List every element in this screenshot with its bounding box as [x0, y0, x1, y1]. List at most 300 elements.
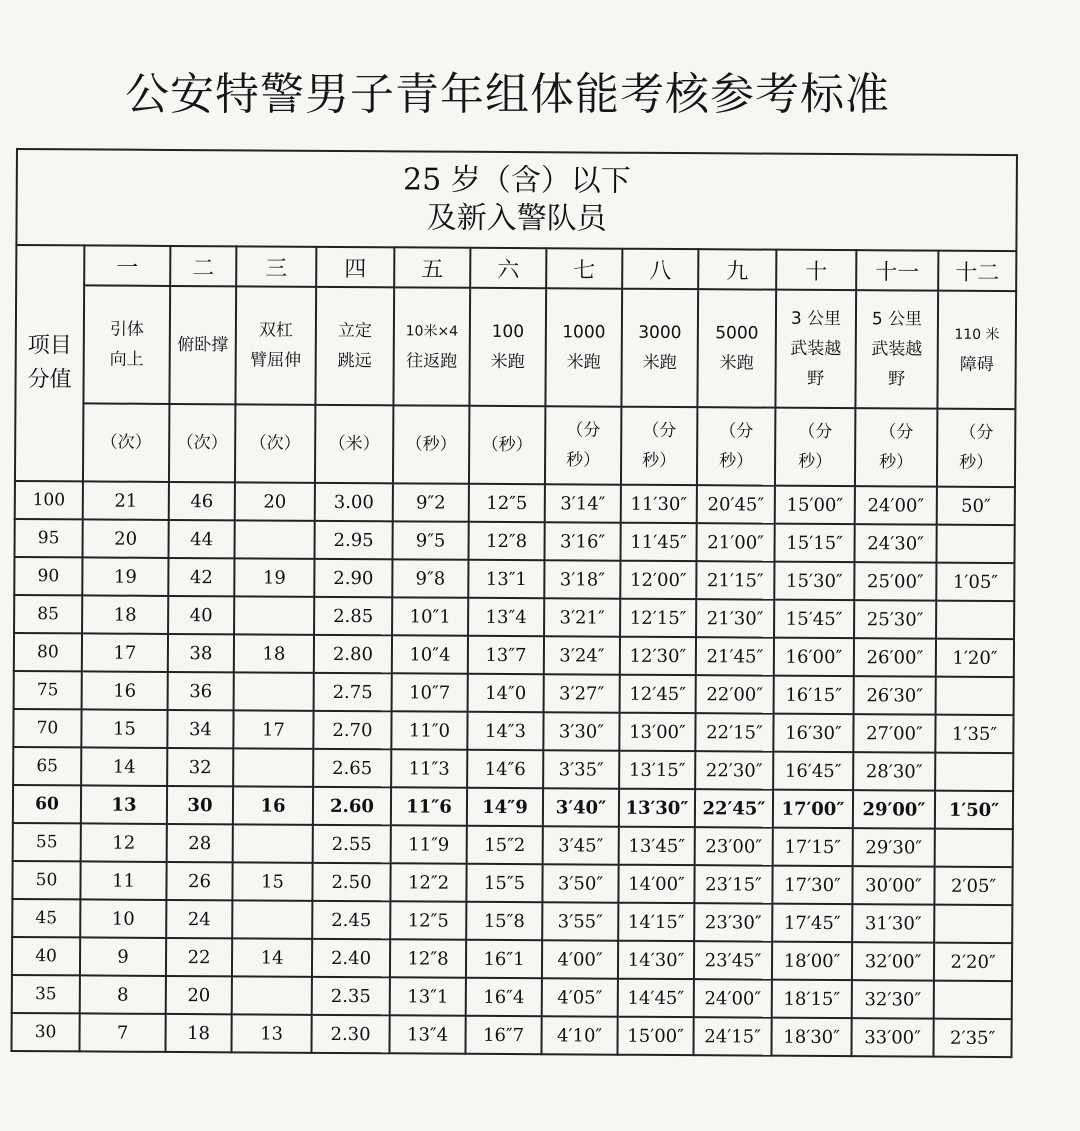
- value-cell: 24: [166, 900, 232, 938]
- value-cell: 28: [167, 824, 233, 862]
- value-cell: [233, 748, 313, 786]
- column-name-line: 5 公里: [871, 309, 923, 330]
- value-cell: 13″4: [468, 598, 544, 636]
- value-cell: 18: [234, 634, 314, 672]
- value-cell: 14″0: [468, 674, 544, 712]
- value-cell: 2.45: [312, 901, 390, 939]
- value-cell: 2.80: [314, 635, 392, 673]
- score-cell: 65: [13, 747, 81, 785]
- value-cell: 20: [166, 976, 232, 1014]
- value-cell: [936, 677, 1014, 715]
- column-unit-line: （次）: [249, 433, 301, 454]
- score-cell: 30: [11, 1013, 79, 1051]
- score-cell: 35: [12, 975, 80, 1013]
- value-cell: 1′05″: [936, 563, 1014, 601]
- value-cell: 20: [83, 519, 169, 558]
- value-cell: 38: [168, 634, 234, 672]
- value-cell: 13′30″: [619, 789, 695, 827]
- table-row: [12, 899, 1012, 943]
- column-name: [621, 289, 698, 407]
- column-name-line: 3000: [638, 322, 682, 344]
- column-name-line: 障碍: [959, 354, 994, 375]
- value-cell: 25′30″: [854, 600, 936, 639]
- value-cell: [234, 596, 314, 634]
- column-number: 八: [622, 249, 698, 289]
- age-group-line-2: 及新入警队员: [426, 200, 607, 237]
- value-cell: 15′00″: [617, 1017, 693, 1055]
- value-cell: 14′15″: [618, 903, 694, 941]
- value-cell: 11: [80, 861, 166, 900]
- column-number: 四: [316, 247, 394, 287]
- value-cell: 23′00″: [695, 827, 773, 865]
- value-cell: 14′00″: [618, 865, 694, 903]
- value-cell: 15: [81, 709, 167, 748]
- value-cell: 2′20″: [934, 943, 1012, 981]
- standards-table: [10, 148, 1018, 1058]
- value-cell: 28′30″: [853, 752, 935, 791]
- value-cell: [233, 824, 313, 862]
- column-unit-line: 秒）: [798, 451, 833, 472]
- column-unit-line: （次）: [100, 432, 152, 453]
- value-cell: 22: [166, 938, 232, 976]
- value-cell: 11″0: [391, 711, 467, 749]
- value-cell: 13: [81, 785, 167, 824]
- column-name-line: 米跑: [490, 351, 525, 373]
- column-name-line: 引体: [109, 319, 144, 340]
- value-cell: 2.75: [314, 673, 392, 711]
- value-cell: 3′35″: [543, 750, 619, 788]
- value-cell: 2′35″: [933, 1019, 1011, 1057]
- value-cell: 12′15″: [620, 599, 696, 637]
- column-name-line: 立定: [337, 320, 372, 342]
- value-cell: 31′30″: [852, 904, 934, 943]
- value-cell: 34: [167, 710, 233, 748]
- column-unit: [169, 404, 235, 482]
- value-cell: 3′16″: [544, 522, 620, 560]
- value-cell: 7: [79, 1013, 165, 1052]
- value-cell: 24′00″: [694, 979, 772, 1017]
- value-cell: 12″8: [468, 522, 544, 560]
- value-cell: 12′00″: [620, 561, 696, 599]
- column-name-line: 俯卧撑: [177, 334, 229, 356]
- table-row: [13, 823, 1013, 867]
- column-unit-line: （秒）: [481, 434, 533, 456]
- value-cell: 2.55: [313, 825, 391, 863]
- value-cell: 29′00″: [853, 790, 935, 829]
- value-cell: [234, 672, 314, 710]
- score-cell: 50: [12, 861, 80, 899]
- value-cell: 9″8: [392, 559, 468, 597]
- value-cell: 19: [82, 557, 168, 596]
- column-number: 五: [394, 247, 470, 287]
- value-cell: 14: [232, 938, 312, 976]
- value-cell: 11′45″: [620, 523, 696, 561]
- column-name-line: 10米×4: [405, 323, 459, 340]
- value-cell: 3′45″: [543, 826, 619, 864]
- value-cell: 11″3: [391, 749, 467, 787]
- value-cell: 3′55″: [542, 902, 618, 940]
- value-cell: 14″3: [467, 712, 543, 750]
- table-row: [13, 785, 1013, 829]
- value-cell: 29′30″: [853, 828, 935, 867]
- value-cell: 1′20″: [936, 639, 1014, 677]
- table-row: [12, 861, 1012, 905]
- value-cell: 12′45″: [620, 675, 696, 713]
- value-cell: 20: [235, 482, 315, 520]
- column-name-row: [15, 285, 1016, 409]
- score-cell: 95: [15, 519, 83, 557]
- column-unit-line: 秒）: [642, 450, 677, 472]
- value-cell: 16′15″: [774, 676, 854, 714]
- column-name-line: 武装越: [790, 338, 842, 360]
- column-unit-line: （秒）: [405, 434, 457, 455]
- value-cell: 15: [232, 862, 312, 900]
- value-cell: 4′10″: [541, 1016, 617, 1054]
- column-name-line: 野: [807, 368, 825, 389]
- table-row: [15, 481, 1015, 525]
- value-cell: 16: [233, 786, 313, 824]
- column-number-row: [16, 245, 1016, 291]
- value-cell: 18′00″: [772, 942, 852, 980]
- column-unit: [315, 405, 393, 483]
- column-name-line: 100: [491, 321, 525, 343]
- column-name-line: 武装越: [871, 339, 923, 360]
- corner-label-score: 分值: [27, 367, 72, 393]
- column-unit: [855, 408, 937, 486]
- value-cell: 2.50: [312, 863, 390, 901]
- column-name-line: 米跑: [642, 352, 677, 374]
- value-cell: 18′15″: [772, 980, 852, 1018]
- value-cell: 25′00″: [854, 562, 936, 601]
- value-cell: 36: [168, 672, 234, 710]
- value-cell: 9: [80, 937, 166, 976]
- column-unit: [469, 406, 545, 484]
- value-cell: 14″9: [467, 788, 543, 826]
- score-cell: 60: [13, 785, 81, 823]
- score-cell: 75: [14, 671, 82, 709]
- column-unit-line: （分: [719, 421, 754, 442]
- value-cell: 3′14″: [545, 484, 621, 522]
- age-group-line-1: 25 岁（含）以下: [402, 162, 631, 199]
- column-number: 七: [546, 248, 622, 288]
- value-cell: 12′30″: [620, 637, 696, 675]
- column-number: 十二: [938, 251, 1016, 291]
- value-cell: 24′15″: [693, 1017, 771, 1055]
- column-name: [235, 286, 316, 404]
- page-title: 公安特警男子青年组体能考核参考标准: [125, 69, 890, 120]
- value-cell: 3′27″: [544, 674, 620, 712]
- value-cell: 4′05″: [542, 978, 618, 1016]
- column-name-line: 米跑: [566, 352, 601, 373]
- column-name-line: 往返跑: [406, 351, 458, 372]
- score-cell: 85: [14, 595, 82, 633]
- value-cell: 32: [167, 748, 233, 786]
- value-cell: [232, 976, 312, 1014]
- value-cell: [935, 829, 1013, 867]
- value-cell: 17′30″: [772, 866, 852, 904]
- score-cell: 70: [13, 709, 81, 747]
- value-cell: 19: [234, 558, 314, 596]
- value-cell: 14: [81, 747, 167, 786]
- value-cell: 23′30″: [694, 903, 772, 941]
- column-number: 十一: [856, 250, 938, 291]
- column-name: [545, 288, 622, 406]
- value-cell: 12″5: [469, 484, 545, 522]
- table-row: [15, 519, 1015, 563]
- value-cell: 15″8: [466, 902, 542, 940]
- value-cell: 21′30″: [696, 599, 774, 637]
- corner-header: [15, 245, 84, 481]
- value-cell: [936, 601, 1014, 639]
- value-cell: 2.65: [313, 749, 391, 787]
- column-unit-line: 秒）: [719, 451, 754, 472]
- value-cell: [234, 520, 314, 558]
- table-row: [12, 937, 1012, 981]
- value-cell: 11″9: [391, 825, 467, 863]
- value-cell: 16: [82, 671, 168, 710]
- value-cell: 23′15″: [694, 865, 772, 903]
- value-cell: 2.85: [314, 597, 392, 635]
- table-body: [11, 481, 1015, 1057]
- value-cell: 3′50″: [542, 864, 618, 902]
- column-name-line: 米跑: [719, 353, 754, 374]
- column-number: 十: [776, 250, 856, 290]
- score-cell: 55: [13, 823, 81, 861]
- column-unit-line: （次）: [176, 432, 228, 454]
- column-name-line: 110 米: [954, 326, 1000, 344]
- value-cell: 16′30″: [773, 714, 853, 752]
- column-name: [469, 288, 546, 406]
- column-name-line: 1000: [562, 322, 606, 343]
- value-cell: 18: [165, 1014, 231, 1052]
- value-cell: 2.70: [313, 711, 391, 749]
- table-row: [14, 595, 1014, 639]
- value-cell: 1′50″: [935, 791, 1013, 829]
- score-cell: 90: [14, 557, 82, 595]
- value-cell: 22′00″: [696, 675, 774, 713]
- value-cell: 3′18″: [544, 560, 620, 598]
- value-cell: 2.95: [314, 521, 392, 559]
- value-cell: 4′00″: [542, 940, 618, 978]
- table-row: [13, 747, 1013, 791]
- column-name: [169, 286, 236, 404]
- column-unit: [775, 408, 855, 486]
- value-cell: 8: [80, 975, 166, 1014]
- table-row: [14, 557, 1014, 601]
- value-cell: 14′45″: [618, 979, 694, 1017]
- value-cell: 10: [80, 899, 166, 938]
- value-cell: 2.35: [312, 977, 390, 1015]
- value-cell: 16″1: [466, 940, 542, 978]
- value-cell: 22′15″: [695, 713, 773, 751]
- value-cell: 24′30″: [854, 524, 936, 563]
- value-cell: 14′30″: [618, 941, 694, 979]
- value-cell: 15′30″: [774, 562, 854, 600]
- value-cell: 15′15″: [774, 524, 854, 562]
- value-cell: 22′45″: [695, 789, 773, 827]
- value-cell: 40: [168, 596, 234, 634]
- value-cell: 9″5: [392, 521, 468, 559]
- age-group-header: [16, 149, 1017, 251]
- value-cell: 13′00″: [619, 713, 695, 751]
- value-cell: 17′45″: [772, 904, 852, 942]
- value-cell: 12: [81, 823, 167, 862]
- value-cell: 13″7: [468, 636, 544, 674]
- value-cell: 16′45″: [773, 752, 853, 790]
- value-cell: 46: [169, 482, 235, 520]
- table-row: [14, 671, 1014, 715]
- value-cell: 12″8: [390, 939, 466, 977]
- value-cell: 3′30″: [543, 712, 619, 750]
- value-cell: 13″1: [468, 560, 544, 598]
- column-unit: [697, 407, 775, 485]
- table-row: [11, 1013, 1011, 1057]
- value-cell: 18′30″: [771, 1018, 851, 1056]
- column-name-line: 3 公里: [790, 308, 842, 330]
- value-cell: 50″: [937, 487, 1015, 525]
- column-name-line: 向上: [109, 349, 144, 370]
- column-unit: [235, 404, 315, 482]
- column-unit-line: （分: [959, 422, 994, 443]
- column-name: [315, 287, 394, 405]
- score-cell: 80: [14, 633, 82, 671]
- value-cell: 20′45″: [697, 485, 775, 523]
- value-cell: 15′00″: [775, 486, 855, 524]
- value-cell: 33′00″: [851, 1018, 933, 1057]
- value-cell: 13″1: [390, 977, 466, 1015]
- value-cell: 10″1: [392, 597, 468, 635]
- value-cell: 16′00″: [774, 638, 854, 676]
- value-cell: 17′15″: [773, 828, 853, 866]
- value-cell: 21′45″: [696, 637, 774, 675]
- value-cell: 2.30: [311, 1015, 389, 1053]
- standards-sheet: [10, 148, 1016, 1058]
- column-name: [855, 290, 938, 408]
- column-unit: [83, 403, 169, 482]
- value-cell: 15′45″: [774, 600, 854, 638]
- value-cell: 44: [168, 520, 234, 558]
- value-cell: 32′00″: [852, 942, 934, 981]
- value-cell: [232, 900, 312, 938]
- value-cell: [936, 525, 1014, 563]
- value-cell: 30: [167, 786, 233, 824]
- value-cell: 21′00″: [696, 523, 774, 561]
- column-unit: [393, 405, 469, 483]
- value-cell: 9″2: [393, 483, 469, 521]
- column-name: [393, 287, 470, 405]
- value-cell: [934, 905, 1012, 943]
- value-cell: 2.60: [313, 787, 391, 825]
- value-cell: 21′15″: [696, 561, 774, 599]
- value-cell: 11″6: [391, 787, 467, 825]
- value-cell: 11′30″: [621, 485, 697, 523]
- value-cell: 13: [231, 1014, 311, 1052]
- value-cell: 15″2: [467, 826, 543, 864]
- value-cell: 30′00″: [852, 866, 934, 905]
- value-cell: 3.00: [315, 483, 393, 521]
- column-unit: [621, 407, 697, 485]
- column-number: 六: [470, 248, 546, 288]
- column-unit-line: （分: [879, 422, 914, 443]
- column-number: 二: [170, 246, 236, 286]
- value-cell: 17′00″: [773, 790, 853, 828]
- column-unit-line: （米）: [328, 433, 380, 455]
- value-cell: 10″7: [392, 673, 468, 711]
- value-cell: [935, 753, 1013, 791]
- value-cell: 15″5: [466, 864, 542, 902]
- value-cell: 3′21″: [544, 598, 620, 636]
- value-cell: 18: [82, 595, 168, 634]
- value-cell: 26′00″: [854, 638, 936, 677]
- table-row: [14, 633, 1014, 677]
- value-cell: 23′45″: [694, 941, 772, 979]
- column-number: 三: [236, 246, 316, 286]
- value-cell: 27′00″: [853, 714, 935, 753]
- score-cell: 45: [12, 899, 80, 937]
- value-cell: 3′24″: [544, 636, 620, 674]
- value-cell: 2′05″: [934, 867, 1012, 905]
- value-cell: 42: [168, 558, 234, 596]
- value-cell: 32′30″: [852, 980, 934, 1019]
- value-cell: 21: [83, 481, 169, 520]
- value-cell: 2.90: [314, 559, 392, 597]
- column-name: [697, 289, 776, 407]
- value-cell: 26: [166, 862, 232, 900]
- table-row: [13, 709, 1013, 753]
- value-cell: 13′15″: [619, 751, 695, 789]
- value-cell: 26′30″: [854, 676, 936, 715]
- value-cell: 1′35″: [935, 715, 1013, 753]
- value-cell: 16″4: [466, 978, 542, 1016]
- column-name: [775, 290, 856, 408]
- value-cell: 3′40″: [543, 788, 619, 826]
- value-cell: 22′30″: [695, 751, 773, 789]
- column-unit-line: （分: [798, 421, 833, 442]
- column-unit-line: 秒）: [566, 450, 601, 471]
- value-cell: 17: [82, 633, 168, 672]
- column-name-line: 跳远: [337, 350, 372, 372]
- value-cell: 12″2: [390, 863, 466, 901]
- column-number: 一: [84, 245, 170, 286]
- column-name: [937, 291, 1016, 409]
- column-unit: [545, 406, 621, 484]
- value-cell: [934, 981, 1012, 1019]
- table-row: [12, 975, 1012, 1019]
- value-cell: 2.40: [312, 939, 390, 977]
- value-cell: 14″6: [467, 750, 543, 788]
- score-cell: 100: [15, 481, 83, 519]
- column-number: 九: [698, 249, 776, 289]
- column-unit-row: [15, 403, 1016, 487]
- column-unit: [937, 409, 1016, 487]
- column-name-line: 5000: [715, 323, 759, 344]
- value-cell: 12″5: [390, 901, 466, 939]
- column-name: [83, 285, 170, 404]
- column-name-line: 野: [888, 369, 906, 390]
- value-cell: 13′45″: [619, 827, 695, 865]
- column-unit-line: 秒）: [959, 452, 994, 473]
- value-cell: 24′00″: [855, 486, 937, 525]
- value-cell: 17: [233, 710, 313, 748]
- value-cell: 13″4: [389, 1015, 465, 1053]
- score-cell: 40: [12, 937, 80, 975]
- corner-label-item: 项目: [27, 333, 72, 359]
- column-unit-line: （分: [642, 420, 677, 442]
- column-name-line: 臂屈伸: [250, 350, 302, 371]
- value-cell: 10″4: [392, 635, 468, 673]
- value-cell: 16″7: [465, 1016, 541, 1054]
- column-unit-line: 秒）: [879, 452, 914, 473]
